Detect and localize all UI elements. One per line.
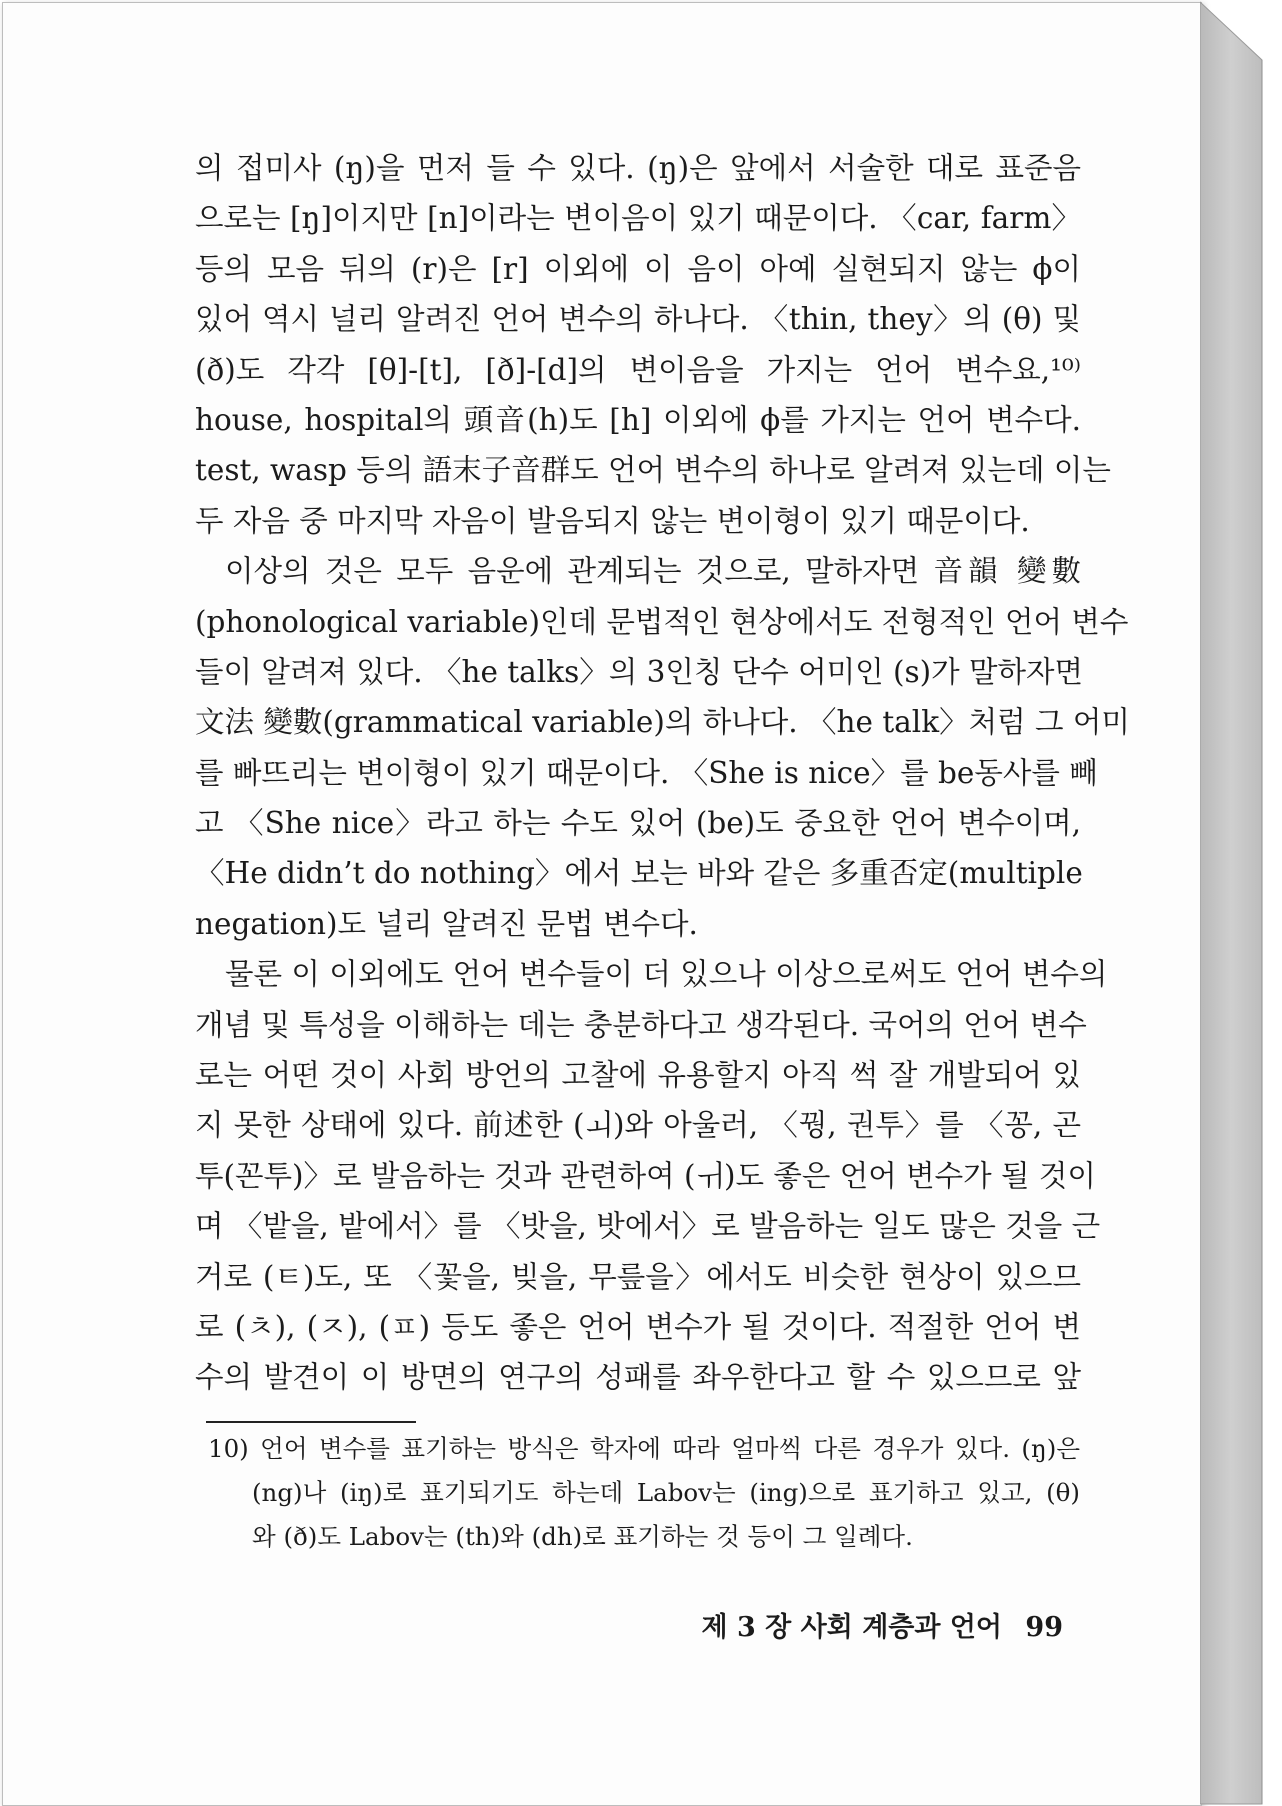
body-line: 를 빠뜨리는 변이형이 있기 때문이다. 〈She is nice〉를 be동사를 빼 (195, 755, 1098, 790)
page-edge-graphic (1200, 0, 1282, 1806)
body-line: 지 못한 상태에 있다. 前述한 (ㅚ)와 아울러, 〈꿩, 권투〉를 〈꽁, 곤 (195, 1108, 1081, 1143)
body-line: 거로 (ㅌ)도, 또 〈꽃을, 빚을, 무릎을〉에서도 비슷한 현상이 있으므 (195, 1259, 1081, 1294)
body-text (195, 143, 1130, 1403)
body-line: 있어 역시 널리 알려진 언어 변수의 하나다. 〈thin, they〉의 (θ) 및 (195, 302, 1081, 337)
book-page (2, 2, 1202, 1806)
body-line: 물론 이 이외에도 언어 변수들이 더 있으나 이상으로써도 언어 변수의 (225, 957, 1108, 992)
body-line: 며 〈밭을, 밭에서〉를 〈밧을, 밧에서〉로 발음하는 일도 많은 것을 근 (195, 1209, 1101, 1244)
body-line: 투(꼰투)〉로 발음하는 것과 관련하여 (ㅟ)도 좋은 언어 변수가 될 것이 (195, 1158, 1096, 1193)
body-line: 수의 발견이 이 방면의 연구의 성패를 좌우한다고 할 수 있으므로 앞 (195, 1360, 1081, 1395)
body-line: 개념 및 특성을 이해하는 데는 충분하다고 생각된다. 국어의 언어 변수 (195, 1007, 1087, 1042)
footnote-line: (ng)나 (iŋ)로 표기되기도 하는데 Labov는 (ing)으로 표기하고 있고, (θ) (252, 1478, 1080, 1507)
body-line: 〈He didn’t do nothing〉에서 보는 바와 같은 多重否定(multiple (195, 856, 1083, 891)
body-line: 두 자음 중 마지막 자음이 발음되지 않는 변이형이 있기 때문이다. (195, 503, 1030, 538)
body-line: 등의 모음 뒤의 (r)은 [r] 이외에 이 음이 아예 실현되지 않는 ϕ이 (195, 251, 1081, 286)
body-line: house, hospital의 頭音(h)도 [h] 이외에 ϕ를 가지는 언어 변수다. (195, 402, 1081, 437)
body-line: test, wasp 등의 語末子音群도 언어 변수의 하나로 알려져 있는데 이는 (195, 453, 1111, 488)
footnote (208, 1427, 1080, 1559)
chapter-title: 제 3 장 사회 계층과 언어 (701, 1612, 1003, 1643)
body-line: 고 〈She nice〉라고 하는 수도 있어 (be)도 중요한 언어 변수이며, (195, 806, 1081, 841)
body-line: 로 (ㅊ), (ㅈ), (ㅍ) 등도 좋은 언어 변수가 될 것이다. 적절한 언어 변 (195, 1309, 1081, 1344)
page-number: 99 (1025, 1612, 1063, 1643)
footnote-line: 10) 언어 변수를 표기하는 방식은 학자에 따라 얼마씩 다른 경우가 있다. (ŋ)은 (208, 1434, 1080, 1463)
body-line: (ð)도 각각 [θ]-[t], [ð]-[d]의 변이음을 가지는 언어 변수요,¹⁰⁾ (195, 352, 1081, 387)
body-line: 로는 어떤 것이 사회 방언의 고찰에 유용할지 아직 썩 잘 개발되어 있 (195, 1058, 1081, 1093)
body-line: 으로는 [ŋ]이지만 [n]이라는 변이음이 있기 때문이다. 〈car, farm〉 (195, 201, 1081, 236)
body-line: (phonological variable)인데 문법적인 현상에서도 전형적인 언어 변수 (195, 604, 1129, 639)
body-line: 文法 變數(grammatical variable)의 하나다. 〈he talk〉처럼 그 어미 (195, 705, 1130, 740)
body-line: 들이 알려져 있다. 〈he talks〉의 3인칭 단수 어미인 (s)가 말하자면 (195, 654, 1083, 689)
footnote-rule (206, 1421, 416, 1423)
footnote-line: 와 (ð)도 Labov는 (th)와 (dh)로 표기하는 것 등이 그 일례다. (252, 1522, 913, 1551)
page-edge (1200, 0, 1282, 1806)
running-footer (3, 1605, 1063, 1644)
body-line: 의 접미사 (ŋ)을 먼저 들 수 있다. (ŋ)은 앞에서 서술한 대로 표준음 (195, 151, 1081, 185)
body-line: negation)도 널리 알려진 문법 변수다. (195, 906, 698, 941)
body-line: 이상의 것은 모두 음운에 관계되는 것으로, 말하자면 音韻 變數 (225, 554, 1081, 589)
